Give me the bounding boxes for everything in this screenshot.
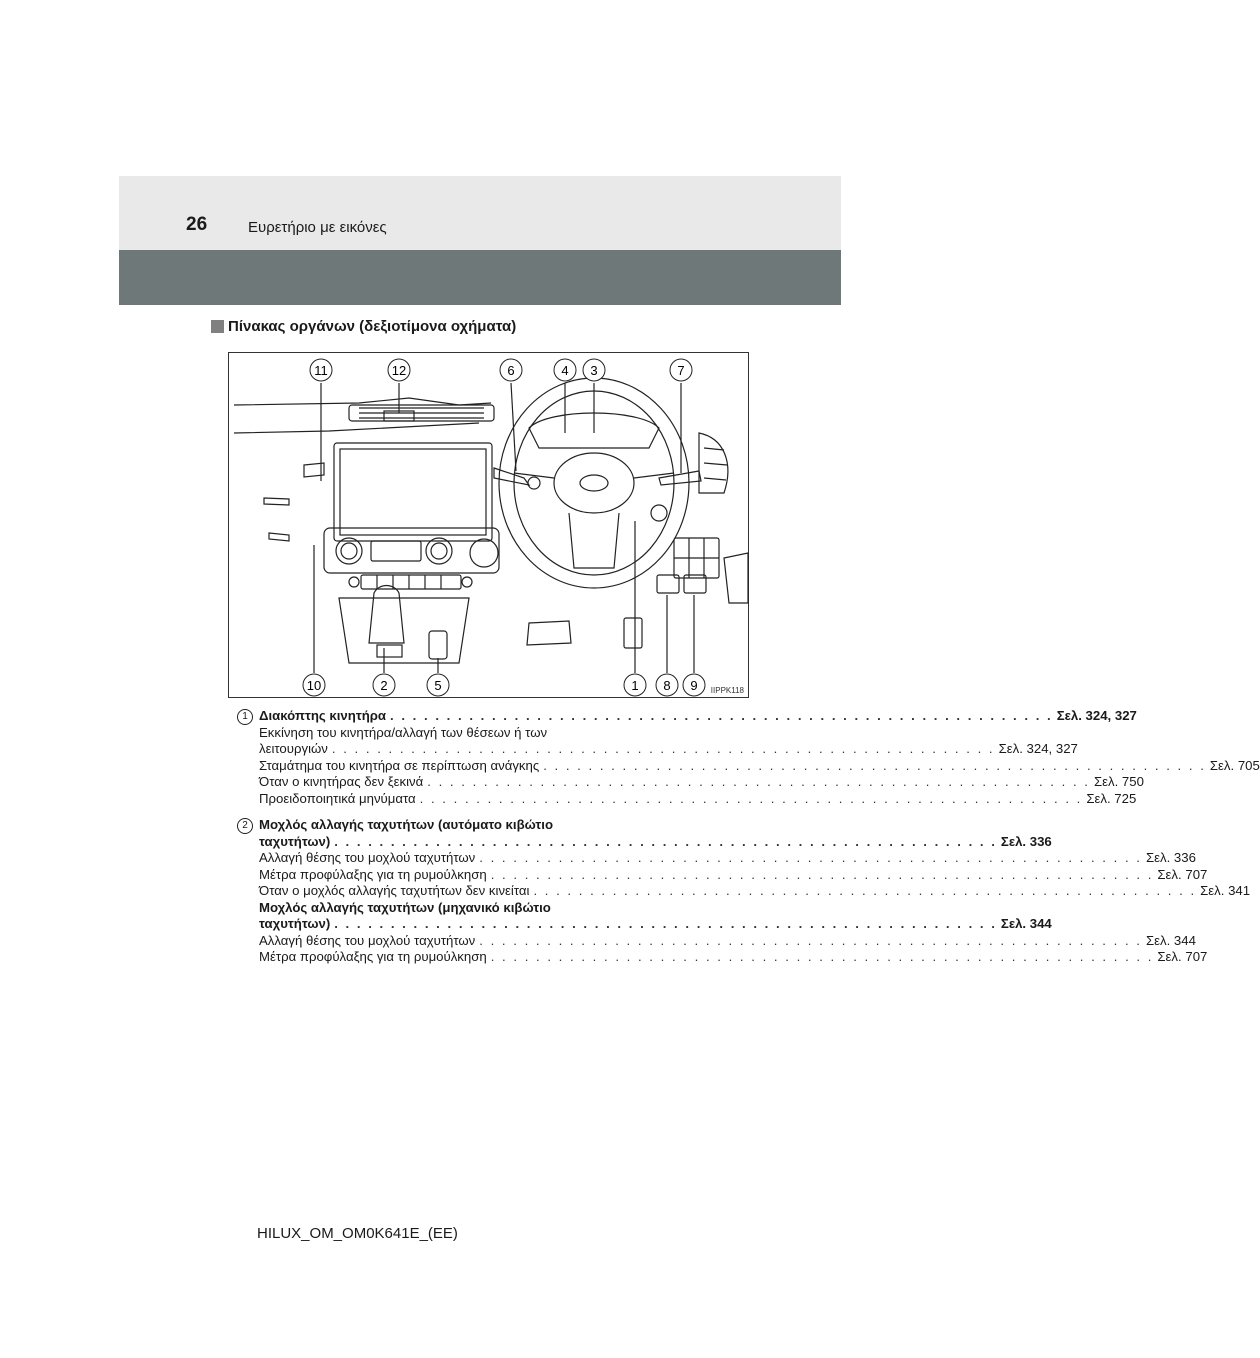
dot-leader xyxy=(543,758,1206,775)
entry-1 xyxy=(237,817,1251,966)
dot-leader xyxy=(332,741,995,758)
page-reference-link[interactable]: Σελ. 341 xyxy=(1200,883,1251,898)
dot-leader xyxy=(491,867,1154,884)
index-entries xyxy=(237,708,1260,976)
entry-line xyxy=(237,883,1251,900)
callout-6 xyxy=(500,359,522,381)
callout-1 xyxy=(624,674,646,696)
page-reference-link[interactable]: Σελ. 725 xyxy=(1086,790,1137,806)
entry-line xyxy=(237,725,723,742)
entry-line xyxy=(237,757,1260,775)
entry-line xyxy=(237,790,1137,808)
page-reference-link[interactable]: Σελ. 336 xyxy=(1000,833,1052,849)
entry-text: Διακόπτης κινητήρα xyxy=(259,708,387,723)
entry-text: Όταν ο κινητήρας δεν ξεκινά xyxy=(259,774,424,789)
callout-2 xyxy=(373,674,395,696)
page-reference-link[interactable]: Σελ. 324, 327 xyxy=(998,741,1078,756)
callout-11 xyxy=(310,359,332,381)
entry-text: ταχυτήτων) xyxy=(259,833,331,849)
entry-text: Αλλαγή θέσης του μοχλού ταχυτήτων xyxy=(259,932,476,948)
dashboard-drawing xyxy=(229,353,748,697)
entry-text: Μοχλός αλλαγής ταχυτήτων (μηχανικό κιβώτιο xyxy=(259,899,551,915)
page-reference-link[interactable]: Σελ. 705 xyxy=(1209,757,1260,773)
top-callouts xyxy=(310,359,692,381)
page-reference-link[interactable]: Σελ. 750 xyxy=(1093,774,1144,789)
page-reference-link[interactable]: Σελ. 344 xyxy=(1000,916,1052,931)
dot-leader xyxy=(479,933,1142,950)
page-reference-link[interactable]: Σελ. 324, 327 xyxy=(1056,708,1137,723)
sub-heading-text: Πίνακας οργάνων (δεξιοτίμονα οχήματα) xyxy=(228,318,517,335)
callout-9 xyxy=(683,674,705,696)
entry-text: Σταμάτημα του κινητήρα σε περίπτωση ανάγκης xyxy=(259,757,540,773)
entry-line xyxy=(237,708,1137,725)
page-reference-link[interactable]: Σελ. 336 xyxy=(1145,850,1196,865)
svg-text:11: 11 xyxy=(314,363,328,378)
dot-leader xyxy=(334,834,997,851)
callout-3 xyxy=(583,359,605,381)
dot-leader xyxy=(533,883,1196,900)
callout-8 xyxy=(656,674,678,696)
svg-text:9: 9 xyxy=(690,678,698,693)
entry-number-badge: 1 xyxy=(237,709,253,725)
entry-line xyxy=(237,932,1196,950)
dot-leader xyxy=(479,850,1142,867)
dot-leader xyxy=(334,916,997,933)
entry-text: Εκκίνηση του κινητήρα/αλλαγή των θέσεων ή των xyxy=(259,724,548,740)
entry-line xyxy=(237,916,1052,933)
entry-text: Αλλαγή θέσης του μοχλού ταχυτήτων xyxy=(259,850,476,865)
entry-text: Μοχλός αλλαγής ταχυτήτων (αυτόματο κιβώτιο xyxy=(259,817,553,832)
entry-text: Μέτρα προφύλαξης για τη ρυμούλκηση xyxy=(259,866,487,882)
entry-number-badge: 2 xyxy=(237,818,253,834)
entry-text: ταχυτήτων) xyxy=(259,916,331,931)
sub-heading xyxy=(211,318,516,335)
entry-text: λειτουργιών xyxy=(259,741,328,756)
svg-text:8: 8 xyxy=(663,678,671,693)
svg-text:12: 12 xyxy=(391,363,407,378)
entry-line xyxy=(237,866,1208,884)
svg-text:2: 2 xyxy=(380,678,388,693)
dot-leader xyxy=(420,791,1083,808)
svg-text:4: 4 xyxy=(561,363,569,378)
svg-text:7: 7 xyxy=(677,363,685,378)
dot-leader xyxy=(491,949,1154,966)
header-dark-band xyxy=(119,250,841,305)
dot-leader xyxy=(427,774,1090,791)
svg-text:10: 10 xyxy=(306,678,322,693)
page-reference-link[interactable]: Σελ. 707 xyxy=(1157,949,1208,964)
entry-line xyxy=(237,900,723,917)
svg-text:6: 6 xyxy=(507,363,515,378)
dashboard-illustration xyxy=(228,352,749,698)
entry-0 xyxy=(237,708,1260,807)
entry-line xyxy=(237,741,1078,758)
callout-7 xyxy=(670,359,692,381)
entry-text: Μέτρα προφύλαξης για τη ρυμούλκηση xyxy=(259,949,487,964)
page-number: 26 xyxy=(186,214,208,235)
square-bullet-icon xyxy=(211,320,224,333)
callout-4 xyxy=(554,359,576,381)
entry-line xyxy=(237,949,1208,966)
entry-line xyxy=(237,850,1196,867)
bottom-callouts xyxy=(303,674,705,696)
callout-10 xyxy=(303,674,325,696)
callout-5 xyxy=(427,674,449,696)
svg-text:1: 1 xyxy=(631,678,639,693)
header-band xyxy=(119,176,841,250)
svg-text:3: 3 xyxy=(590,363,598,378)
callout-12 xyxy=(388,359,410,381)
entry-line xyxy=(237,833,1052,851)
entry-line xyxy=(237,774,1144,791)
entry-line xyxy=(237,817,723,834)
svg-text:5: 5 xyxy=(434,678,442,693)
page-reference-link[interactable]: Σελ. 707 xyxy=(1157,866,1208,882)
dot-leader xyxy=(390,708,1053,725)
figure-code: IIPPK118 xyxy=(710,686,744,695)
entry-text: Όταν ο μοχλός αλλαγής ταχυτήτων δεν κινείται xyxy=(259,883,530,898)
page-reference-link[interactable]: Σελ. 344 xyxy=(1145,932,1196,948)
footer-doc-code: HILUX_OM_OM0K641E_(EE) xyxy=(257,1225,458,1242)
section-title: Ευρετήριο με εικόνες xyxy=(248,219,387,236)
entry-text: Προειδοποιητικά μηνύματα xyxy=(259,790,416,806)
